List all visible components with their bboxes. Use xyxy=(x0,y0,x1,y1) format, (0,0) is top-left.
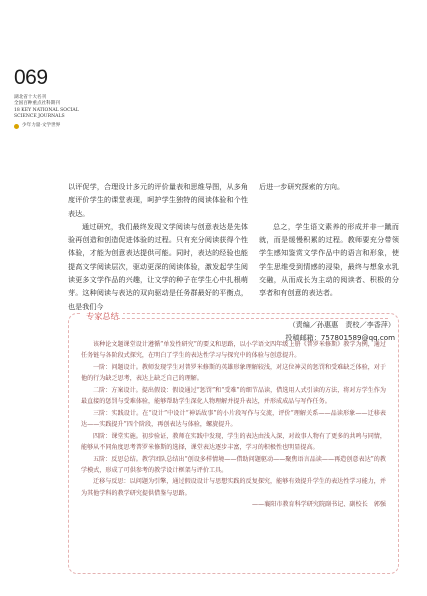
article-left-column xyxy=(68,180,248,313)
article-paragraph: 后进一步研究探索的方向。 xyxy=(259,182,345,191)
expert-paragraph: 迁移与反思：以问题为引擎，通过假设设计与思想实践的反复探究，能够有效提升学生的表达性学习能力，并为其他学科的教学研究提供借鉴与思路。 xyxy=(81,478,386,497)
expert-summary-title: 专家总结 xyxy=(82,311,123,322)
brand xyxy=(14,123,92,129)
masthead xyxy=(14,95,92,129)
expert-paragraph: 四阶：课堂实施。初步验证，教师在实践中发现，学生的表达由浅入深，对故事人物有了更多的共鸣与同情，能够从不同角度思考普罗米修斯的选择，课堂表达逐步丰富，学习的积极性也明显提高。 xyxy=(81,432,386,452)
sun-logo-icon xyxy=(14,124,19,129)
expert-paragraph: 该种论文题课堂设计遵循“单发性研究”的要义和思路，以小学语文四年级上册《普罗米修斯》教学为例，通过任务链与各阶段式探究，在明白了学生的表达性学习与探究中的体验与创意提升。 xyxy=(81,341,386,360)
masthead-line: 全国百种重点社科期刊 xyxy=(14,101,60,107)
brand-name: 少年力量·文学世界 xyxy=(22,123,61,129)
article-paragraph: 通过研究，我们最终发现文学阅读与创意表达是先体验再创造和创造促进体验的过程。只有充分阅读获得个性体验，才能为创意表达提供可能。同时，表达的经验也能提高文学阅读层次，驱动更深的阅读体验，激发起学生阅读更多文学作品的兴趣，让文学的种子在学生心中扎根萌芽。这种阅读与表达的双向驱动是任务群最好的平衡点，也是我们今 xyxy=(68,221,248,311)
expert-paragraph: 三阶：实践设计。在“设计”中设计“神话故事”的小片段写作与交流，评价“理解关系——品读形象——迁移表达——实践提升”四个阶段，再创表达与体验，螺旋提升。 xyxy=(81,409,386,429)
submission-email: 投稿邮箱：757801589@qq.com xyxy=(285,332,395,342)
masthead-line: 湖北省十大名刊 xyxy=(14,95,47,100)
masthead-line: 18 KEY NATIONAL SOCIAL xyxy=(14,107,79,113)
expert-paragraph: 二阶：方案设计。提出假设：假设通过“惩罚”和“受难”的细节品读，借选用人式引读的方法，将对方学生作为最直接的惩罚与受难体验，能够帮助学生深化人物理解并提升表达，并形成成品与写作任务。 xyxy=(81,386,386,406)
masthead-line: SCIENCE JOURNALS xyxy=(14,113,65,119)
expert-paragraph: 一阶：问题设计。教师发现学生对普罗米修斯的英雄形象理解较浅，对这位神灵的惩罚和受难缺乏体验，对于他的行为缺乏思考，表达上缺乏自己的理解。 xyxy=(81,363,386,383)
article-paragraph: 以评促学，合理设计多元的评价量表和思维导图，从多角度评价学生的课堂表现，呵护学生独特的阅读体验和个性表达。 xyxy=(68,182,248,218)
expert-summary-text xyxy=(81,339,386,511)
expert-title-rule xyxy=(112,318,388,319)
article-paragraph: 总之，学生语文素养的形成并非一蹴而就，而是缓慢积累的过程。教师要充分带领学生感知鉴赏文学作品中的语言和形象，使学生思维受到情感的浸染，最终与想象水乳交融，从而成长为主动的阅读者、积极的分享者和有创意的表达者。 xyxy=(259,221,399,298)
page-number: 069 xyxy=(14,66,48,89)
expert-signature: ——襄阳市教育科学研究院副书记、副校长 郭强 xyxy=(251,501,386,509)
expert-paragraph: 五阶：反思总结。教学团队总结出“创设多样情境——借助问题驱动——聚焦语言品读——再造创意表达”的教学模式，形成了可供参考的教学设计框架与评价工具。 xyxy=(81,455,386,474)
editor-credit: （责编／孙惠惠 责校／李香萍） xyxy=(288,319,395,329)
